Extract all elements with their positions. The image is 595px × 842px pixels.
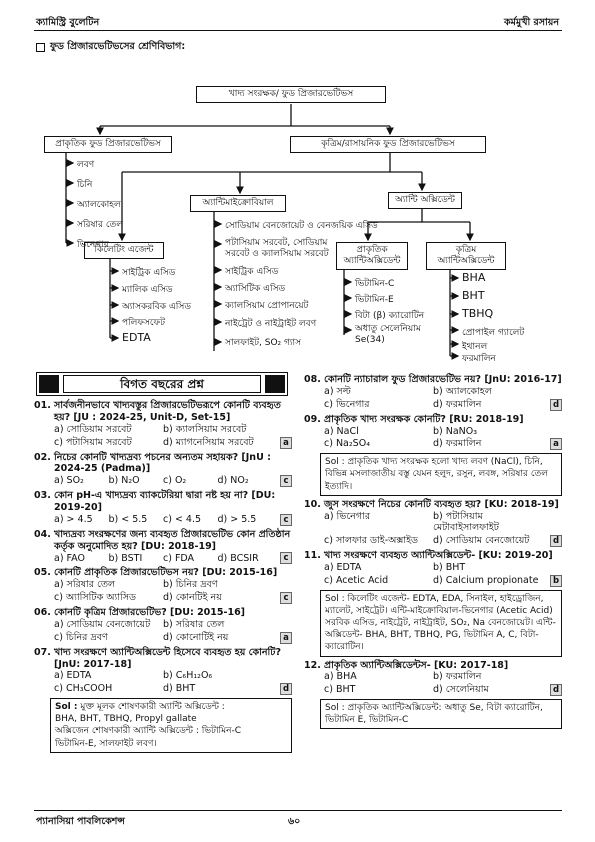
running-header-right: কর্মমুখী রসায়ন	[504, 17, 559, 28]
question-item	[34, 452, 292, 488]
banner-title: বিগত বছরের প্রশ্ন	[63, 375, 261, 393]
question-text: খাদ্যদ্রব্য সংরক্ষণের জন্য ব্যবহৃত প্রিজারভেটিভ কোন প্রতিষ্ঠান কর্তৃক অনুমোদিত হয়? [DU: 2018-19]	[54, 528, 291, 552]
previous-years-banner	[36, 372, 288, 396]
answer-badge: a	[280, 437, 292, 449]
tree-leaf: ভিটামিন-E	[355, 295, 394, 305]
answer-badge: c	[280, 475, 292, 487]
option-item: c) সালফার ডাই-অক্সাইড	[324, 535, 419, 547]
option-item: d) ফরমালিন	[433, 398, 482, 410]
option-item: a) FAO	[54, 552, 85, 564]
tree-leaf: লবণ	[77, 160, 95, 170]
tree-leaf: অ্যাসিটিক এসিড	[225, 284, 286, 294]
option-item: d) BCSIR	[217, 552, 259, 564]
tree-leaf: সাইট্রিক এসিড	[122, 268, 176, 278]
footer-rule	[34, 810, 562, 811]
solution-box: Sol : কিলেটিং এজেন্ট- EDTA, EDA, সিনাইল, হাইড্রোজিন, ম্যালেট, সাইট্রেট। এন্টি-মাইক্রোবিয়াল-ভিনেগার (Acetic Acid) সরবিক এসিড, নাইট্রেট, নাইট্রাইট, SO₂, Na বেনজোয়েট। এন্টি-অক্সিডেন্ট- BHA, BHT, TBHQ, PG, ভিটামিন A, C, বিটা-ক্যারোটিন।	[320, 590, 562, 657]
tree-leaf: ইথানল	[462, 342, 488, 352]
tree-leaf: অধাতু সেলেনিয়াম Se(34)	[355, 324, 421, 346]
solution-box: Sol : প্রাকৃতিক অ্যান্টিঅক্সিডেন্ট: অধাতু Se, বিটা ক্যারোটিন, ভিটামিন E, ভিটামিন-C	[320, 699, 562, 729]
natural-antioxidant-node: প্রাকৃতিক অ্যান্টিঅক্সিডেন্ট	[336, 242, 408, 270]
tree-leaf: সোডিয়াম বেনজোয়েট ও বেনজয়িক এসিড	[225, 221, 378, 231]
question-number: 09.	[304, 413, 321, 425]
question-text: খাদ্য সংরক্ষণে অ্যান্টিঅক্সিডেন্ট হিসেবে ব্যবহৃত হয় কোনটি? [JnU: 2017-18]	[54, 646, 281, 670]
tree-leaf: প্রোপাইল গ্যালেট	[462, 328, 525, 338]
option-item: b) N₂O	[108, 475, 140, 487]
option-item: b) অ্যালকোহল	[433, 385, 492, 397]
tree-leaf: BHT	[462, 289, 485, 302]
option-item: d) NO₂	[217, 475, 249, 487]
question-number: 04.	[34, 528, 51, 540]
option-item: b) BSTI	[108, 552, 143, 564]
banner-decoration	[39, 375, 59, 393]
question-number: 02.	[34, 451, 51, 463]
option-item: b) সরিষার তেল	[163, 618, 225, 630]
option-item: a) EDTA	[324, 562, 362, 574]
question-number: 07.	[34, 646, 51, 658]
answer-badge: c	[280, 514, 292, 526]
answer-badge: c	[280, 552, 292, 564]
footer-publisher: প্যানাসিয়া পাবলিকেশন্স	[36, 816, 125, 827]
natural-preservatives-node: প্রাকৃতিক ফুড প্রিজারভেটিভস	[44, 136, 172, 153]
tree-leaf: সাইট্রিক এসিড	[225, 267, 279, 277]
tree-leaf: সরিষার তেল	[77, 220, 123, 230]
solution-box	[50, 698, 292, 753]
option-item: a) > 4.5	[54, 513, 93, 525]
question-item	[34, 400, 292, 449]
option-list	[324, 671, 562, 696]
question-item	[34, 529, 292, 565]
solution-box: Sol : প্রাকৃতিক খাদ্য সংরক্ষক হলো খাদ্য লবণ (NaCl), চিনি, বিভিন্ন মসলাজাতীয় বস্তু যেমন হলুদ, রসুন, লবঙ্গ, সরিষার তেল ইত্যাদি।	[320, 453, 562, 495]
tree-leaf: অ্যাসকরবিক এসিড	[122, 302, 191, 312]
question-item	[34, 607, 292, 644]
question-number: 06.	[34, 607, 51, 618]
question-text: কোনটি কৃত্রিম প্রিজারভেটিভ? [DU: 2015-16]	[54, 607, 246, 618]
option-list	[54, 553, 292, 565]
question-text: প্রাকৃতিক খাদ্য সংরক্ষক কোনটি? [RU: 2018-19]	[324, 413, 524, 425]
question-item	[304, 374, 562, 411]
option-item: a) সল্ট	[324, 385, 351, 397]
option-item: b) চিনির দ্রবণ	[163, 579, 218, 591]
option-list	[54, 579, 292, 604]
option-item: b) BHT	[433, 562, 466, 574]
option-list	[54, 424, 292, 449]
option-item: d) ফরমালিন	[433, 438, 482, 450]
question-item	[34, 647, 292, 696]
antioxidant-node: অ্যান্টি অক্সিডেন্ট	[388, 192, 462, 209]
section-heading-text: ফুড প্রিজারভেটিভসের শ্রেণিবিভাগ:	[50, 41, 186, 52]
option-item: d) Calcium propionate	[433, 574, 539, 586]
option-item: b) C₆H₁₂O₆	[163, 670, 213, 682]
option-item: a) BHA	[324, 671, 357, 683]
option-list	[54, 514, 292, 526]
option-list	[324, 426, 562, 451]
solution-line-first	[55, 701, 287, 713]
option-item: a) সরিষার তেল	[54, 579, 116, 591]
option-item: b) ক্যালসিয়াম সরবেট	[163, 423, 247, 435]
artificial-preservatives-node: কৃত্রিম/রাসায়নিক ফুড প্রিজারভেটিভস	[290, 136, 486, 153]
question-text: কোন pH-এ খাদ্যদ্রব্য ব্যাকটেরিয়া দ্বারা নষ্ট হয় না? [DU: 2019-20]	[54, 490, 276, 513]
tree-leaf: ভিটামিন-C	[355, 279, 395, 289]
question-item	[34, 567, 292, 604]
option-list	[324, 511, 562, 548]
option-item: c) ভিনেগার	[324, 398, 370, 410]
option-item: a) সোডিয়াম বেনজোয়েট	[54, 618, 151, 630]
banner-decoration	[265, 375, 285, 393]
option-item: d) ম্যাগনেসিয়াম সরবেট	[163, 436, 254, 448]
option-list	[54, 475, 292, 487]
tree-leaf: ফরমালিন	[462, 354, 496, 364]
option-item: d) BHT	[163, 683, 196, 695]
option-item: c) Acetic Acid	[324, 574, 389, 586]
option-item: a) EDTA	[54, 670, 92, 682]
option-item: c) পটাসিয়াম সরবেট	[54, 436, 132, 448]
answer-badge: a	[550, 438, 562, 450]
solution-line: ভিটামিন-E, সালফাইট লবণ।	[55, 738, 157, 749]
question-number: 05.	[34, 567, 51, 579]
question-text: কোনটি প্রাকৃতিক প্রিজারভেটিভস নয়? [DU: 2015-16]	[54, 567, 278, 579]
option-item: b) ফরমালিন	[433, 671, 482, 683]
question-number: 10.	[304, 498, 321, 510]
option-list	[324, 562, 562, 587]
question-item	[34, 490, 292, 526]
page-number: ৬০	[288, 816, 301, 827]
tree-leaf: পটাসিয়াম সরবেট, সোডিয়াম সরবেট ও ক্যালসিয়াম সরবেট	[225, 238, 329, 260]
option-item: c) চিনির দ্রবণ	[54, 631, 108, 643]
tree-leaf: ভিনেগার	[77, 240, 109, 250]
solution-line: Sol :	[55, 702, 78, 713]
tree-leaf: পলিফসফেট	[122, 318, 166, 328]
classification-tree	[0, 0, 595, 380]
tree-leaf: নাইট্রেট ও নাইট্রাইট লবণ	[225, 319, 317, 329]
question-number: 01.	[34, 400, 51, 411]
running-header-left: ক্যামিস্ট্রি বুলেটিন	[36, 17, 100, 28]
question-item	[304, 660, 562, 697]
question-item	[304, 499, 562, 548]
question-number: 08.	[304, 374, 321, 385]
option-item: c) Na₂SO₄	[324, 438, 371, 450]
question-number: 12.	[304, 659, 321, 671]
option-item: a) NaCl	[324, 425, 359, 437]
chelating-agent-node: কিলেটিং এজেন্ট	[84, 242, 164, 259]
answer-badge: a	[280, 632, 292, 644]
option-item: a) SO₂	[54, 475, 84, 487]
tree-leaf: সালফাইট, SO₂ গ্যাস	[225, 338, 302, 348]
tree-leaf: বিটা (β) ক্যারোটিন	[355, 311, 425, 321]
option-item: c) O₂	[163, 475, 187, 487]
artificial-antioxidant-node: কৃত্রিম অ্যান্টিঅক্সিডেন্ট	[426, 242, 506, 270]
tree-root-node: খাদ্য সংরক্ষক/ ফুড প্রিজারভেটিভস	[196, 86, 386, 103]
question-number: 11.	[304, 550, 321, 562]
tree-leaf: BHA	[462, 271, 486, 284]
tree-leaf: EDTA	[122, 331, 151, 344]
option-item: d) > 5.5	[217, 513, 257, 525]
option-list	[324, 386, 562, 411]
tree-leaf: ক্যালসিয়াম প্রোপানয়েট	[225, 301, 309, 311]
option-item: b) < 5.5	[108, 513, 148, 525]
option-item: d) কোনটিই নয়	[163, 592, 222, 604]
option-item: c) BHT	[324, 684, 356, 696]
answer-badge: d	[550, 535, 562, 547]
answer-badge: b	[550, 575, 562, 587]
question-text: সার্বজনীনভাবে খাদ্যবস্তুর প্রিজারভেটিভরূপে কোনটি ব্যবহৃত হয়? [JU : 2024-25, Unit-D, Set-15]	[54, 400, 281, 423]
question-text: কোনটি ন্যাচারাল ফুড প্রিজারভেটিভ নয়? [JnU: 2016-17]	[324, 374, 562, 385]
solution-line: মুক্ত মূলক শোষণকারী অ্যান্টি অক্সিডেন্ট :	[80, 702, 225, 713]
question-number: 03.	[34, 490, 51, 502]
answer-badge: d	[280, 683, 292, 695]
tree-leaf: অ্যালকোহল	[77, 200, 121, 210]
option-item: d) কোনোটিই নয়	[163, 631, 229, 643]
tree-leaf: ম্যালিক এসিড	[122, 285, 173, 295]
antimicrobial-node: অ্যান্টিমাইক্রোবিয়াল	[190, 195, 286, 212]
answer-badge: c	[280, 592, 292, 604]
option-item: b) পটাসিয়াম মেটাবাইসালফাইট	[433, 510, 499, 534]
left-question-column	[34, 400, 292, 756]
solution-line: অক্সিজেন শোষণকারী অ্যান্টি অক্সিডেন্ট : ভিটামিন-C	[55, 726, 242, 737]
option-item: d) সেলেনিয়াম	[433, 684, 489, 696]
option-item: d) সোডিয়াম বেনজোয়েট	[433, 535, 530, 547]
option-item: b) NaNO₃	[433, 425, 478, 437]
question-text: নিচের কোনটি খাদ্যদ্রব্য পচনের অন্যতম সহায়ক? [JnU : 2024-25 (Padma)]	[54, 451, 271, 475]
right-question-column	[304, 374, 562, 732]
question-text: প্রাকৃতিক অ্যান্টিঅক্সিডেন্টস- [KU: 2017-18]	[324, 659, 509, 671]
question-item	[304, 414, 562, 451]
option-item: c) FDA	[163, 552, 195, 564]
option-list	[54, 619, 292, 644]
option-item: a) ভিনেগার	[324, 510, 371, 522]
question-text: খাদ্য সংরক্ষণে ব্যবহৃত অ্যান্টিঅক্সিডেন্ট- [KU: 2019-20]	[324, 550, 553, 562]
tree-leaf: চিনি	[77, 180, 93, 190]
solution-line: BHA, BHT, TBHQ, Propyl gallate	[55, 714, 197, 725]
option-item: c) < 4.5	[163, 513, 202, 525]
answer-badge: d	[550, 684, 562, 696]
tree-leaf: TBHQ	[462, 307, 494, 320]
answer-badge: d	[550, 399, 562, 411]
question-item	[304, 550, 562, 587]
option-list	[54, 670, 292, 695]
option-item: c) অ্যাসিটিক অ্যাসিড	[54, 592, 136, 604]
option-item: c) CH₃COOH	[54, 683, 113, 695]
option-item: a) সোডিয়াম সরবেট	[54, 423, 132, 435]
question-text: জুস সংরক্ষণে নিচের কোনটি ব্যবহৃত হয়? [KU: 2018-19]	[324, 498, 559, 510]
